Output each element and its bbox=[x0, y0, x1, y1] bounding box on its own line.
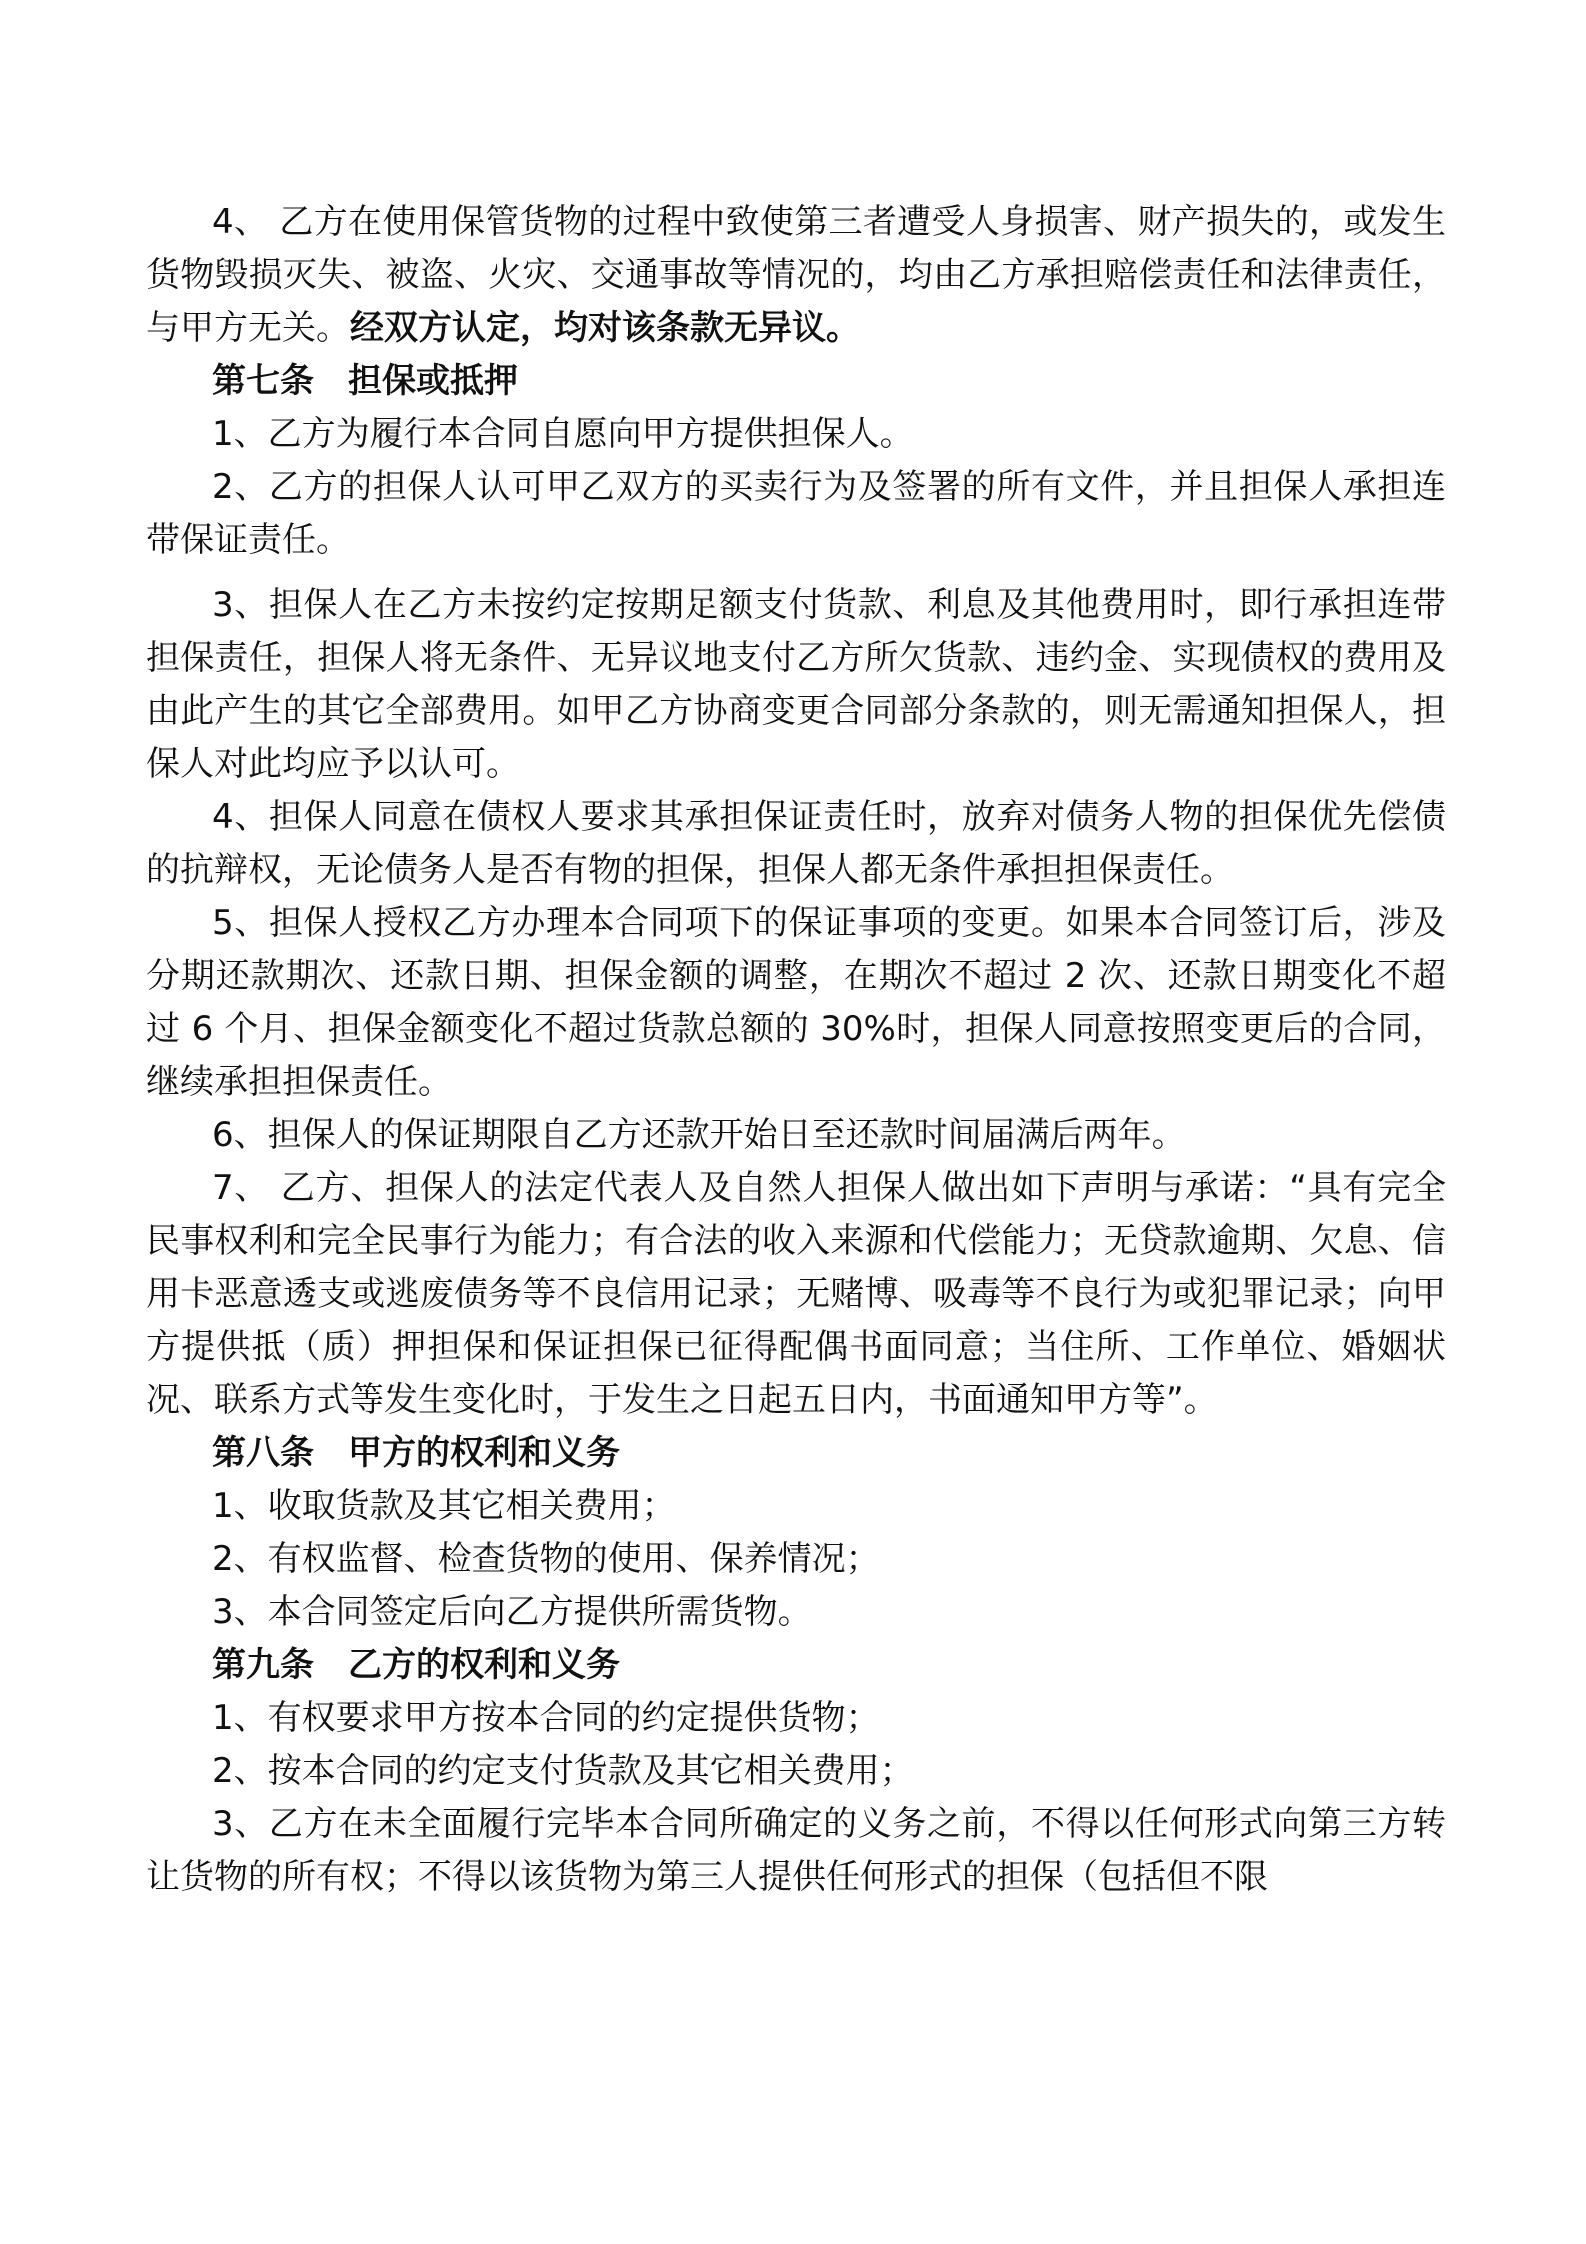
clause-7-1: 1、乙方为履行本合同自愿向甲方提供担保人。 bbox=[212, 414, 914, 454]
clause-7-5: 5、担保人授权乙方办理本合同项下的保证事项的变更。如果本合同签订后，涉及分期还款期次、还款日期、担保金额的调整，在期次不超过 2 次、还款日期变化不超过 6 个月、担保金额变化不超过货款总额的 30%时，担保人同意按照变更后的合同，继续承担担保责任。 bbox=[146, 903, 1446, 1102]
article-9-number: 第九条 bbox=[212, 1645, 314, 1685]
clause-7-3: 3、担保人在乙方未按约定按期足额支付货款、利息及其他费用时，即行承担连带担保责任，担保人将无条件、无异议地支付乙方所欠货款、违约金、实现债权的费用及由此产生的其它全部费用。如甲乙方协商变更合同部分条款的，则无需通知担保人，担保人对此均应予以认可。 bbox=[146, 585, 1446, 784]
clause-7-7: 7、 乙方、担保人的法定代表人及自然人担保人做出如下声明与承诺：“具有完全民事权利和完全民事行为能力；有合法的收入来源和代偿能力；无贷款逾期、欠息、信用卡恶意透支或逃废债务等不良信用记录；无赌博、吸毒等不良行为或犯罪记录；向甲方提供抵（质）押担保和保证担保已征得配偶书面同意；当住所、工作单位、婚姻状况、联系方式等发生变化时，于发生之日起五日内，书面通知甲方等”。 bbox=[146, 1168, 1446, 1420]
clause-7-2: 2、乙方的担保人认可甲乙双方的买卖行为及签署的所有文件，并且担保人承担连带保证责任。 bbox=[146, 467, 1446, 560]
clause-8-1: 1、收取货款及其它相关费用； bbox=[212, 1486, 676, 1526]
clause-9-1: 1、有权要求甲方按本合同的约定提供货物； bbox=[212, 1698, 880, 1738]
article-9-title: 乙方的权利和义务 bbox=[348, 1645, 620, 1685]
clause-6-4-text: 4、 乙方在使用保管货物的过程中致使第三者遭受人身损害、财产损失的，或发生货物毁损灭失、被盗、火灾、交通事故等情况的，均由乙方承担赔偿责任和法律责任，与甲方无关。 bbox=[146, 202, 1446, 348]
clause-9-3: 3、乙方在未全面履行完毕本合同所确定的义务之前，不得以任何形式向第三方转让货物的所有权；不得以该货物为第三人提供任何形式的担保（包括但不限 bbox=[146, 1804, 1446, 1897]
article-7-number: 第七条 bbox=[212, 361, 314, 401]
clause-7-4: 4、担保人同意在债权人要求其承担保证责任时，放弃对债务人物的担保优先偿债的抗辩权，无论债务人是否有物的担保，担保人都无条件承担担保责任。 bbox=[146, 797, 1446, 890]
article-7-heading bbox=[146, 355, 1446, 408]
article-8-title: 甲方的权利和义务 bbox=[348, 1433, 620, 1473]
clause-7-6: 6、担保人的保证期限自乙方还款开始日至还款时间届满后两年。 bbox=[212, 1115, 1186, 1155]
clause-8-3: 3、本合同签定后向乙方提供所需货物。 bbox=[212, 1592, 812, 1632]
clause-6-4-bold: 经双方认定，均对该条款无异议。 bbox=[350, 308, 860, 348]
clause-6-4 bbox=[146, 196, 1446, 355]
contract-body bbox=[146, 196, 1446, 1904]
clause-8-2: 2、有权监督、检查货物的使用、保养情况； bbox=[212, 1539, 880, 1579]
article-9-heading bbox=[146, 1639, 1446, 1692]
article-8-heading bbox=[146, 1427, 1446, 1480]
article-7-title: 担保或抵押 bbox=[348, 361, 518, 401]
clause-9-2: 2、按本合同的约定支付货款及其它相关费用； bbox=[212, 1751, 914, 1791]
article-8-number: 第八条 bbox=[212, 1433, 314, 1473]
